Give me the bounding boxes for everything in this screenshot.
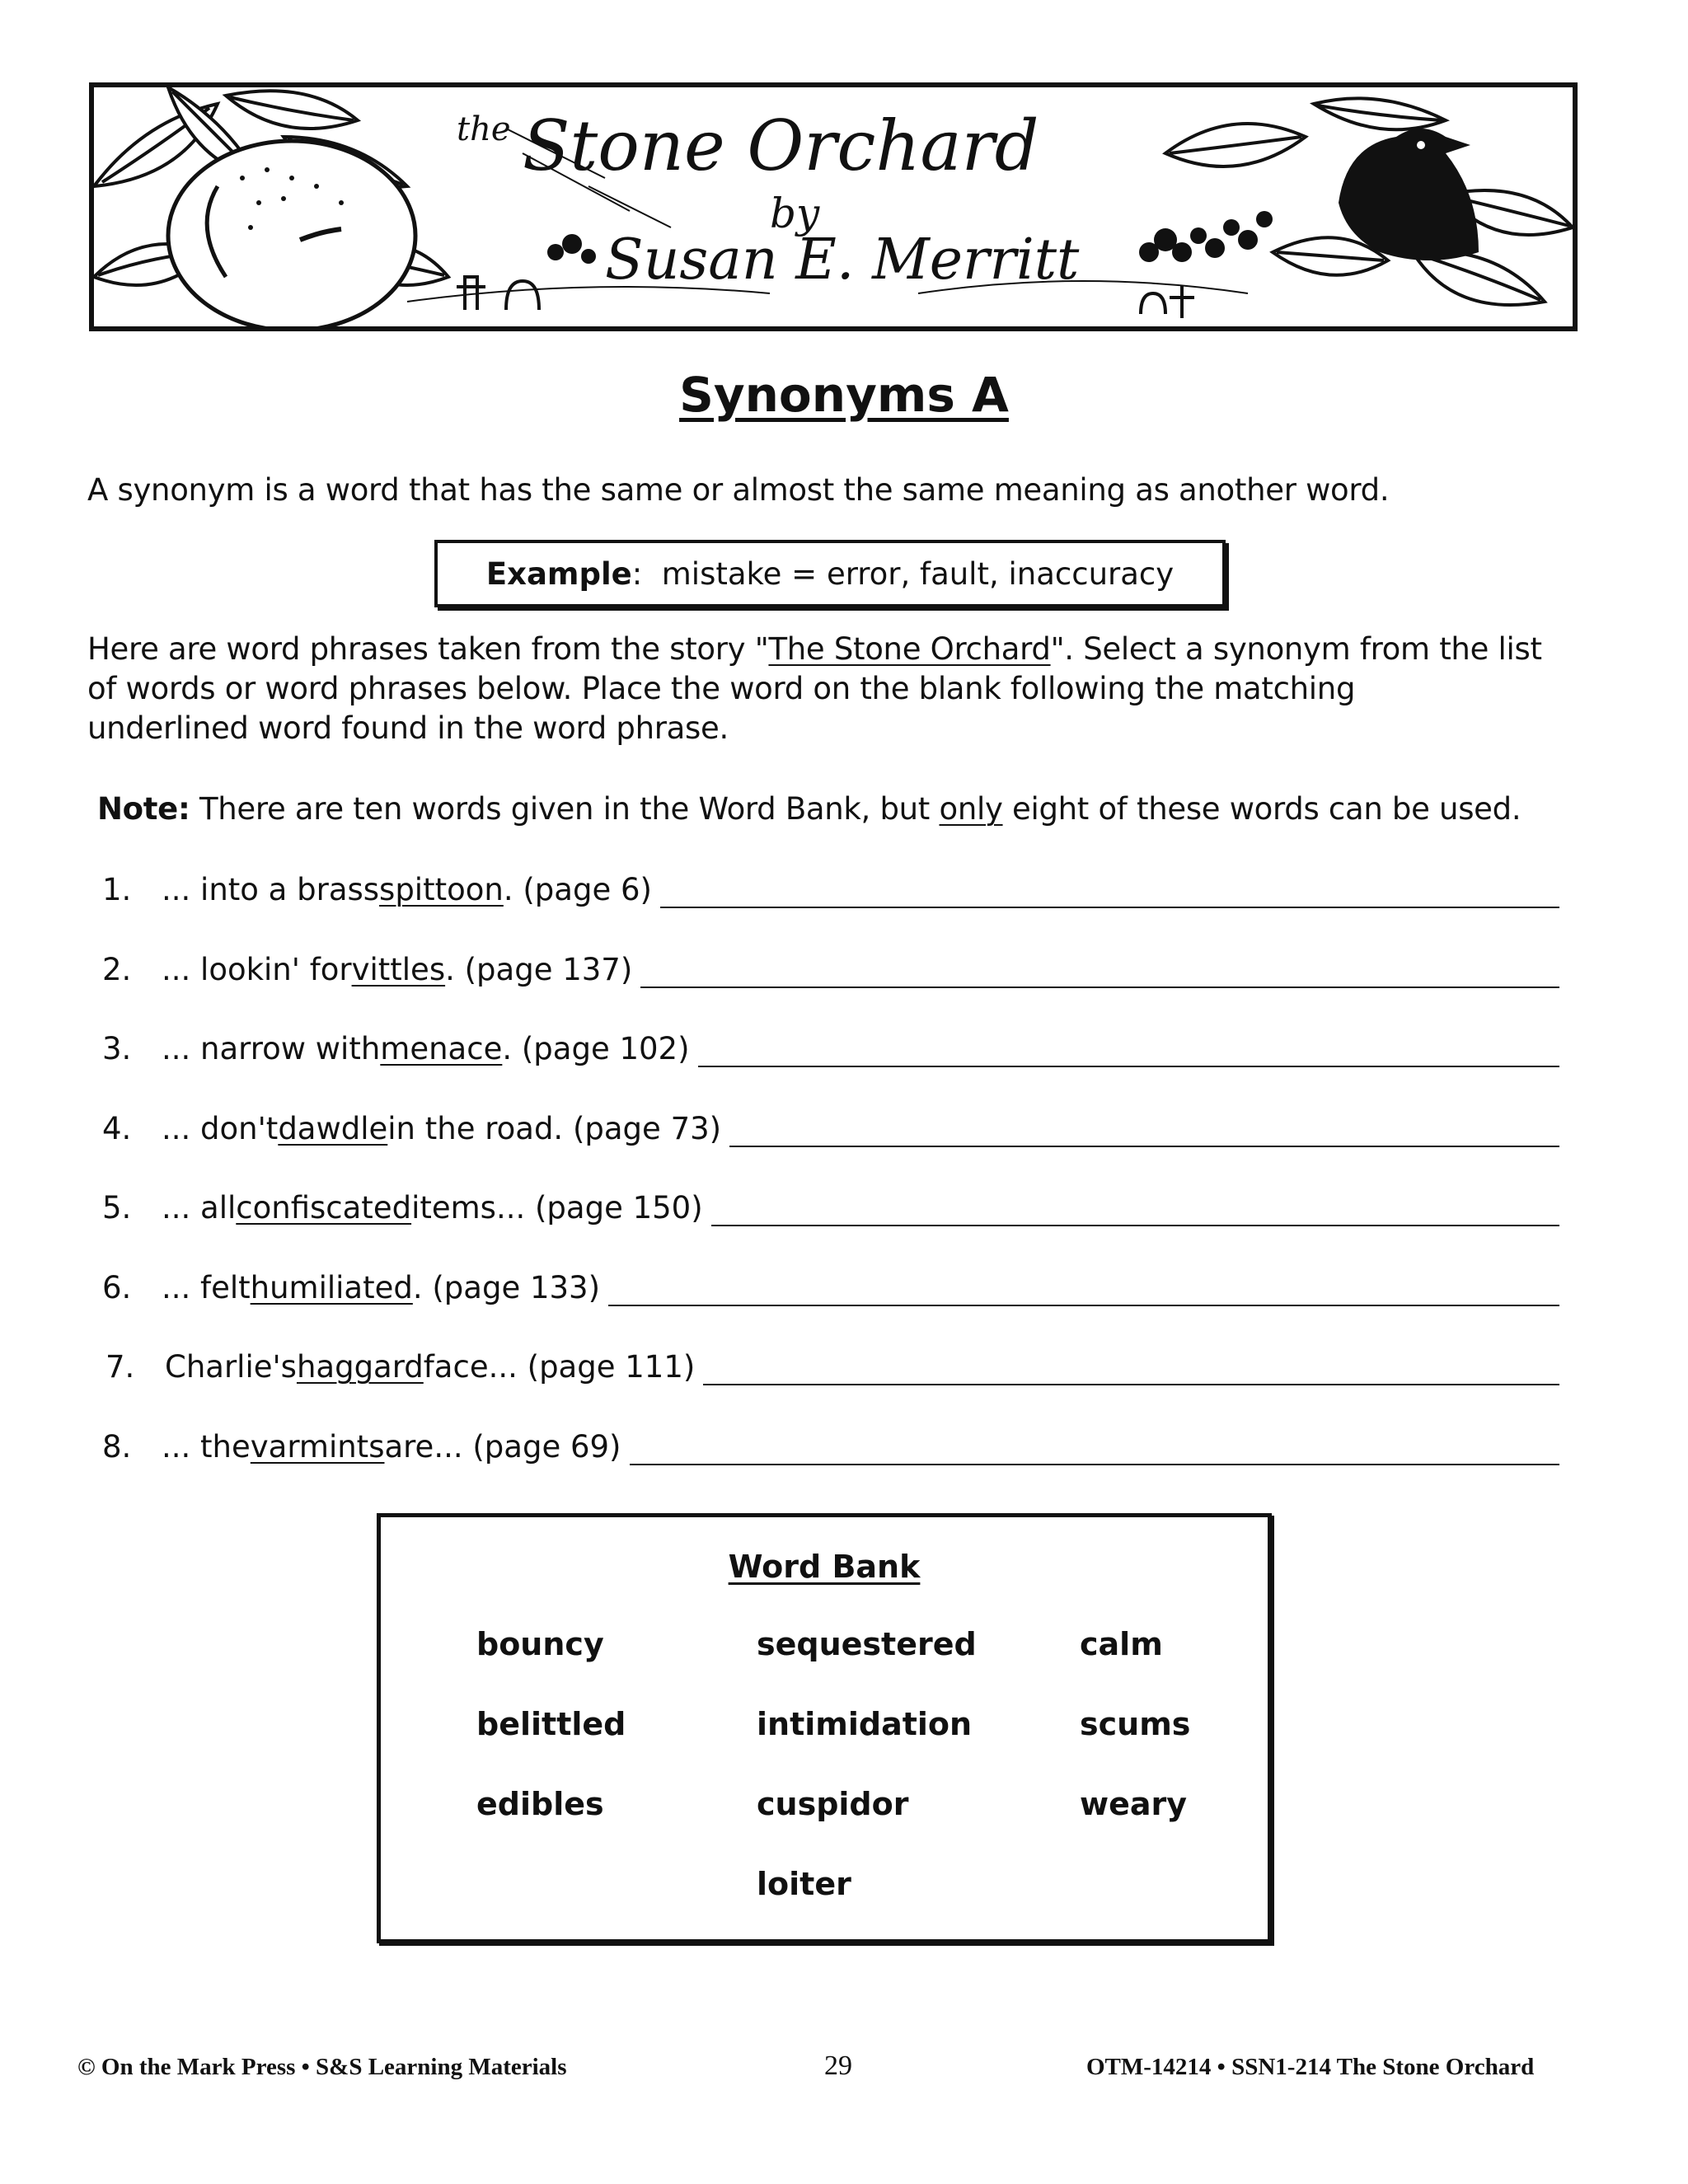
question-target-word: confiscated [236,1190,412,1226]
note-text [97,790,1521,829]
answer-blank[interactable] [703,1384,1559,1385]
question-text: ... all [162,1190,237,1226]
question-text: ... narrow with [162,1031,381,1066]
example-box [434,540,1226,607]
question-number: 8. [102,1428,132,1465]
question-text: ... the [162,1428,251,1465]
banner-author: Susan E. Merritt [605,227,1080,293]
word-bank-word: sequestered [757,1626,977,1662]
question-page-ref: . (page 133) [412,1269,601,1305]
word-bank-word: bouncy [476,1626,604,1662]
question-item [102,1427,621,1467]
instructions-line-1 [87,630,1542,669]
word-bank-word: weary [1080,1786,1188,1822]
title-banner [89,82,1578,331]
page-title: Synonyms A [679,367,1009,423]
word-bank-word: cuspidor [757,1786,909,1822]
word-bank-word: belittled [476,1706,626,1742]
answer-blank[interactable] [711,1225,1559,1226]
question-item [102,950,632,990]
instructions-line-2: of words or word phrases below. Place the word on the blank following the matching [87,671,1356,706]
question-target-word: spittoon [379,872,504,907]
question-item [106,1347,695,1387]
word-bank-title: Word Bank [728,1549,921,1585]
word-bank-word: edibles [476,1786,604,1822]
question-page-ref: . (page 6) [503,872,652,907]
question-page-ref: . (page 137) [445,951,633,987]
instructions-text: ". Select a synonym from the list [1050,631,1542,667]
footer-product-code: OTM-14214 • SSN1-214 The Stone Orchard [1086,2054,1535,2080]
word-bank-word: intimidation [757,1706,973,1742]
instructions-line-3: underlined word found in the word phrase. [87,710,729,746]
question-item [102,1029,690,1069]
footer-copyright: © On the Mark Press • S&S Learning Materials [77,2054,567,2080]
word-bank-word: calm [1080,1626,1163,1662]
word-bank [377,1513,1272,1943]
question-number: 1. [102,872,132,907]
question-target-word: vittles [351,951,446,987]
word-bank-word: scums [1080,1706,1191,1742]
question-number: 5. [102,1190,132,1226]
question-target-word: haggard [296,1349,424,1385]
question-number: 3. [102,1031,132,1066]
question-page-ref: items... (page 150) [411,1190,703,1226]
word-bank-word: loiter [757,1866,851,1902]
question-number: 6. [102,1269,132,1305]
note-emphasis: only [939,791,1003,827]
definition-text: A synonym is a word that has the same or almost the same meaning as another word. [87,472,1390,508]
note-label: Note: [97,791,190,827]
question-target-word: humiliated [250,1269,413,1305]
answer-blank[interactable] [698,1066,1559,1067]
answer-blank[interactable] [608,1305,1559,1306]
example-colon: : [631,555,643,592]
answer-blank[interactable] [729,1146,1559,1147]
question-number: 4. [102,1110,132,1146]
question-text: ... felt [162,1269,251,1305]
note-body: eight of these words can be used. [1002,791,1522,827]
question-number: 7. [106,1349,135,1385]
example-label: Example [485,555,632,592]
instructions-text: Here are word phrases taken from the story " [87,631,769,667]
question-text: Charlie's [165,1349,297,1385]
question-item [102,1268,600,1308]
answer-blank[interactable] [640,987,1559,988]
question-text: ... don't [162,1110,279,1146]
answer-blank[interactable] [660,907,1559,908]
question-target-word: menace [380,1031,503,1066]
example-text: mistake = error, fault, inaccuracy [661,555,1175,592]
question-target-word: varmints [250,1428,385,1465]
question-number: 2. [102,951,132,987]
question-text: ... into a brass [162,872,380,907]
banner-title: Stone Orchard [523,105,1039,186]
banner-by: by [770,190,820,237]
question-page-ref: . (page 102) [502,1031,690,1066]
question-item [102,1188,703,1228]
question-page-ref: in the road. (page 73) [387,1110,722,1146]
note-body: There are ten words given in the Word Bank, but [199,791,940,827]
question-item [102,870,652,910]
banner-title-prefix: the [457,110,511,148]
question-target-word: dawdle [278,1110,388,1146]
question-text: ... lookin' for [162,951,352,987]
question-page-ref: face... (page 111) [423,1349,696,1385]
footer-page-number: 29 [824,2050,852,2081]
question-page-ref: are... (page 69) [384,1428,621,1465]
question-item [102,1109,721,1149]
story-title: The Stone Orchard [768,631,1051,667]
answer-blank[interactable] [630,1464,1559,1465]
